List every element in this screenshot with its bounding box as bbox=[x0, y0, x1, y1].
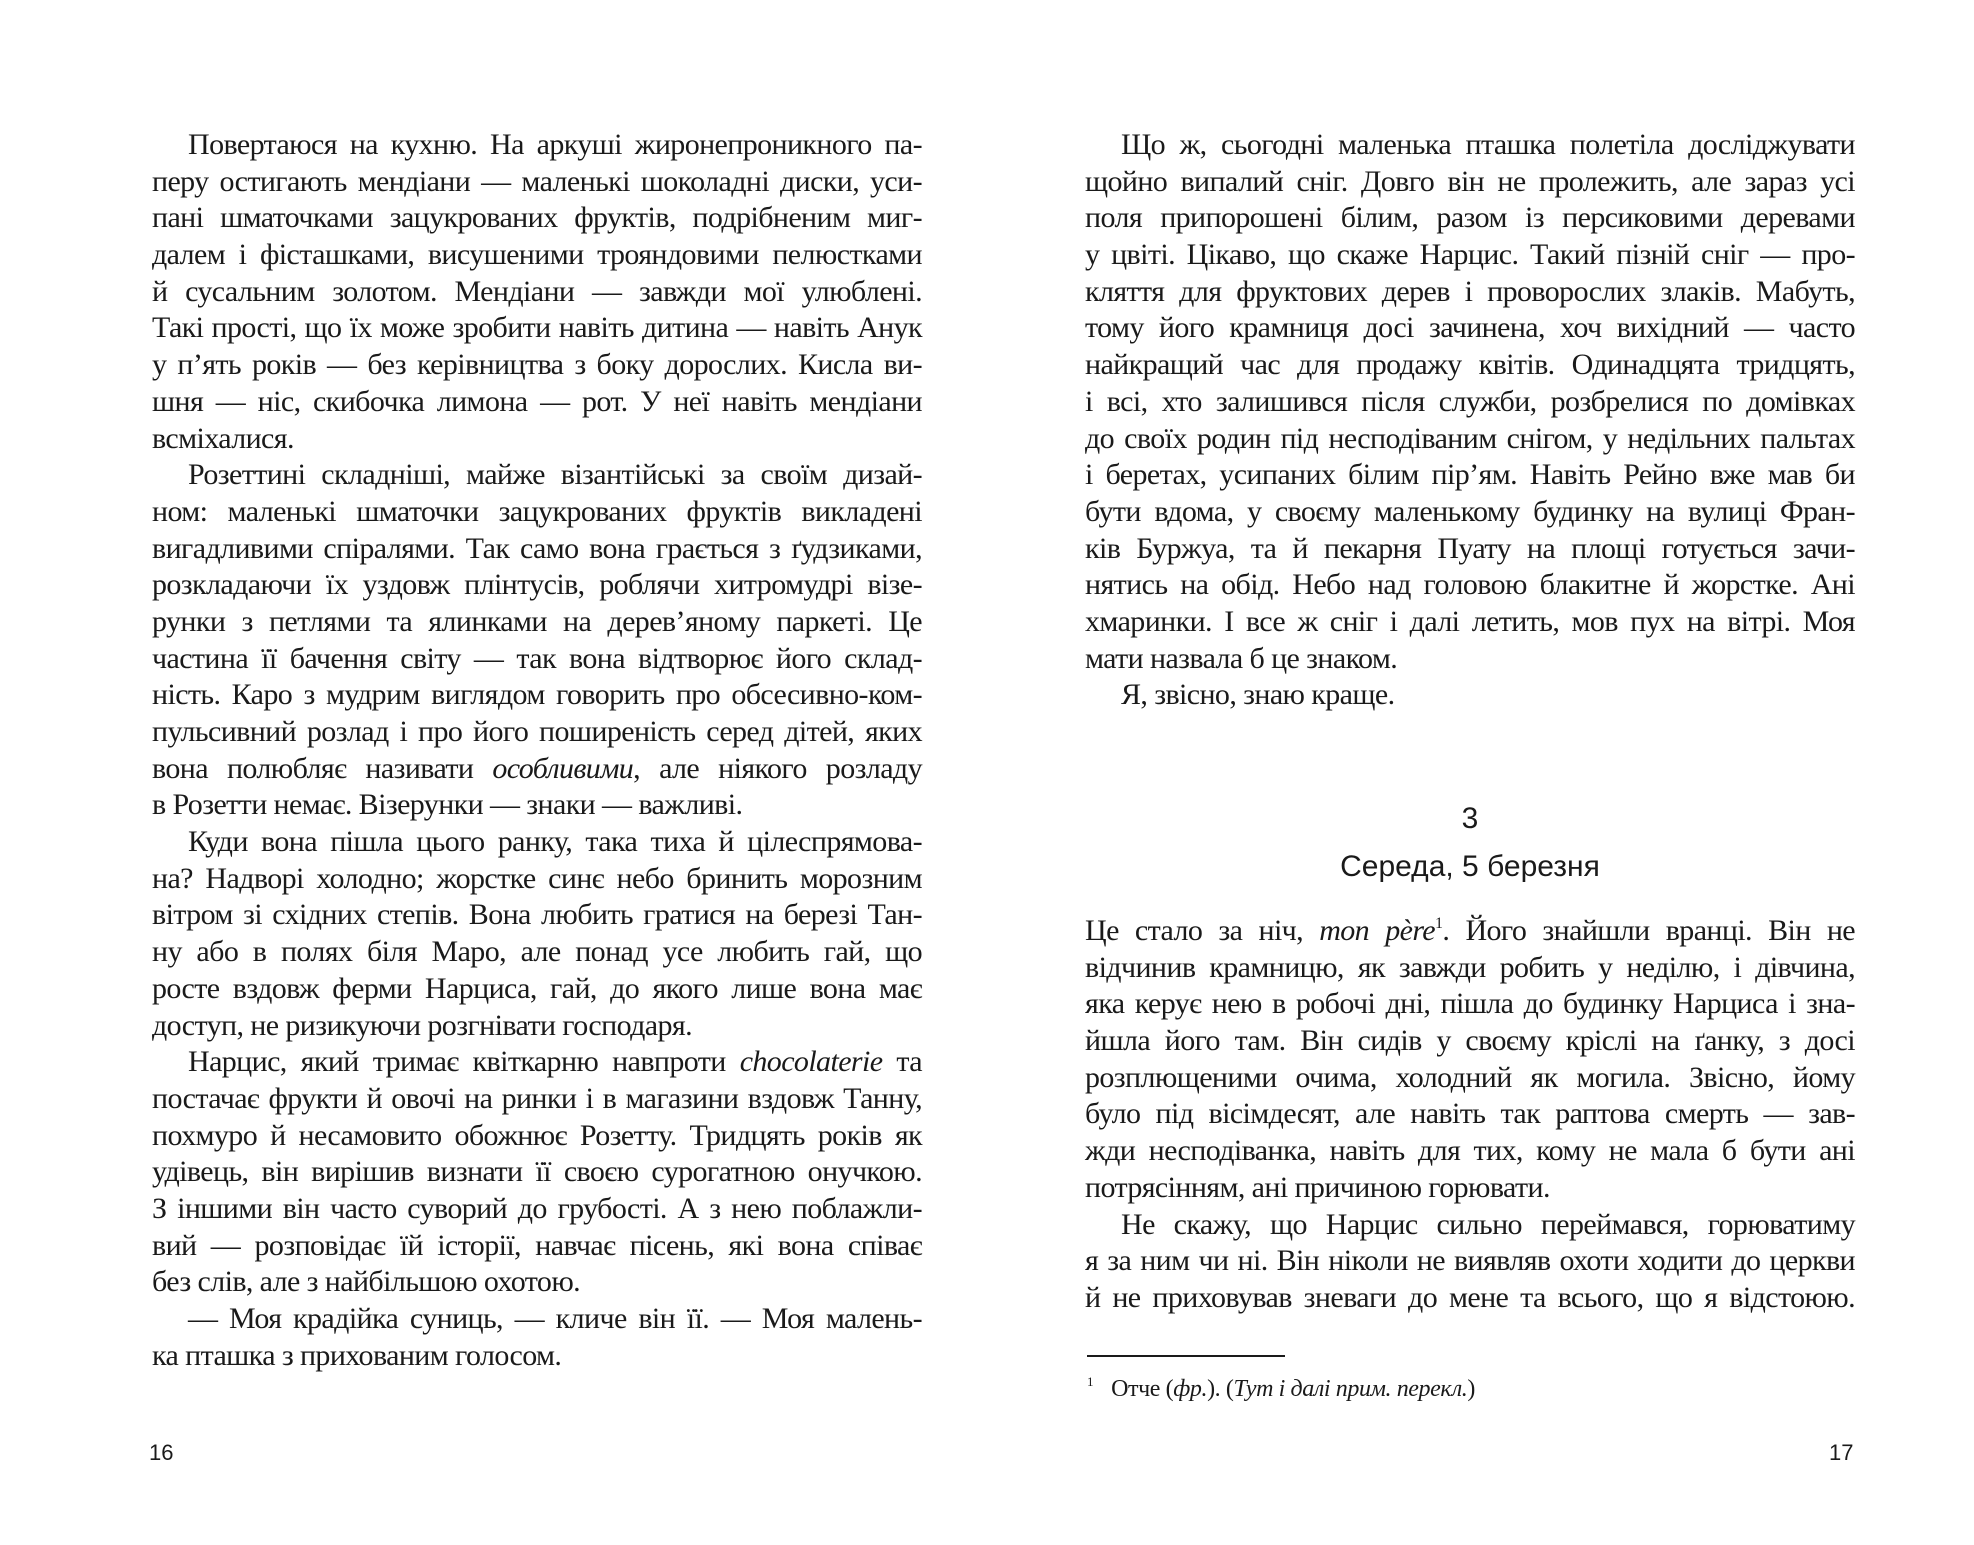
chapter-body bbox=[1085, 913, 1855, 1317]
text-line: поля припорошені білим, разом із персиковими деревами bbox=[1085, 201, 1855, 235]
text-line: розплющеними очима, холодний як могила. Звісно, йому bbox=[1085, 1060, 1855, 1094]
text-line: похмуро й несамовито обожнює Розетту. Тридцять років як bbox=[152, 1118, 922, 1152]
text-line: Це стало за ніч, mon père$^1$. Його знайшли вранці. Він не bbox=[1085, 914, 1855, 947]
text-line: всміхалися. bbox=[152, 421, 294, 455]
text-line: йшла його там. Він сидів у своєму кріслі на ґанку, з досі bbox=[1085, 1024, 1855, 1058]
footnote-reference[interactable]: 1 bbox=[1435, 915, 1443, 932]
text-line: найкращий час для продажу квітів. Одинадцята тридцять, bbox=[1085, 348, 1855, 382]
page-number: 17 bbox=[1829, 1440, 1854, 1465]
text-line: бути вдома, у своєму маленькому будинку на вулиці Фран- bbox=[1085, 494, 1855, 528]
text-line: й не приховував зневаги до мене та всього, що я відстоюю. bbox=[1085, 1280, 1855, 1314]
text-line: і беретах, усипаних білим пір’ям. Навіть Рейно вже мав би bbox=[1085, 458, 1855, 492]
text-line: кляття для фруктових дерев і проворослих злаків. Мабуть, bbox=[1085, 274, 1855, 308]
text-line: рунки з петлями та ялинками на дерев’яному паркеті. Це bbox=[152, 604, 922, 638]
text-line: Повертаюся на кухню. На аркуші жиронепроникного па- bbox=[188, 128, 922, 161]
text-line: потрясінням, ані причиною горювати. bbox=[1085, 1170, 1550, 1204]
text-line: удівець, він вирішив визнати її своєю сурогатною онучкою. bbox=[152, 1155, 922, 1189]
text-line: ну або в полях біля Маро, але понад усе любить гай, що bbox=[152, 935, 922, 969]
text-line: Такі прості, що їх може зробити навіть дитина — навіть Анук bbox=[152, 311, 922, 345]
text-line: Я, звісно, знаю краще. bbox=[1121, 678, 1395, 712]
text-line: в Розетти немає. Візерунки — знаки — важливі. bbox=[152, 788, 743, 822]
text-line: вона полюбляє називати особливими, але ніякого розладу bbox=[152, 751, 922, 785]
text-line: Нарцис, який тримає квіткарню навпроти chocolaterie та bbox=[188, 1045, 922, 1079]
text-line: далем і фісташками, висушеними трояндовими пелюстками bbox=[152, 238, 922, 272]
text-line: З іншими він часто суворий до грубості. А з нею поблажли- bbox=[152, 1191, 922, 1225]
text-line: ків Буржуа, та й пекарня Пуату на площі готується зачи- bbox=[1085, 531, 1855, 565]
text-line: ність. Каро з мудрим виглядом говорить про обсесивно-ком- bbox=[152, 678, 922, 712]
text-line: вигадливими спіралями. Так само вона грається з ґудзиками, bbox=[152, 531, 922, 565]
chapter-number: 3 bbox=[1461, 802, 1479, 835]
text-line: постачає фрукти й овочі на ринки і в магазини вздовж Танну, bbox=[152, 1081, 922, 1115]
text-line: — Моя крадійка суниць, — кличе він її. — Моя малень- bbox=[188, 1302, 922, 1335]
text-line: ка пташка з прихованим голосом. bbox=[152, 1338, 562, 1372]
footnote-end: ) bbox=[1467, 1376, 1475, 1402]
text-line: перу остигають мендіани — маленькі шоколадні диски, уси- bbox=[152, 164, 922, 198]
footnote-marker: 1 bbox=[1087, 1374, 1094, 1389]
italic-term: mon père bbox=[1319, 914, 1435, 947]
text-line: на? Надворі холодно; жорстке синє небо бринить морозним bbox=[152, 861, 922, 895]
text-line: у цвіті. Цікаво, що скаже Нарцис. Такий пізній сніг — про- bbox=[1085, 238, 1855, 272]
italic-term: chocolaterie bbox=[739, 1045, 883, 1079]
footnote-divider bbox=[1087, 1355, 1285, 1357]
text-line: було під вісімдесят, але навіть так раптова смерть — зав- bbox=[1085, 1097, 1855, 1131]
text-line: пульсивний розлад і про його поширеність серед дітей, яких bbox=[152, 715, 922, 748]
text-line: і всі, хто залишився після служби, розбрелися по домівках bbox=[1085, 384, 1855, 418]
chapter-title: Середа, 5 березня bbox=[1340, 850, 1600, 883]
footnote-sep: ). ( bbox=[1207, 1376, 1234, 1402]
italic-term: особливими bbox=[492, 751, 634, 785]
text-line: ном: маленькі шматочки зацукрованих фруктів викладені bbox=[152, 494, 922, 528]
text-line: відчинив крамницю, як завжди робить у неділю, і дівчина, bbox=[1085, 950, 1855, 984]
text-line: яка керує нею в робочі дні, пішла до будинку Нарциса і зна- bbox=[1085, 987, 1855, 1021]
text-line: й сусальним золотом. Мендіани — завжди мої улюблені. bbox=[152, 274, 922, 308]
text-line: хмаринки. І все ж сніг і далі летить, мов пух на вітрі. Моя bbox=[1085, 604, 1855, 638]
right-page-body bbox=[1085, 127, 1855, 714]
page-number: 16 bbox=[149, 1440, 174, 1465]
text-line: розкладаючи їх уздовж плінтусів, роблячи хитромудрі візе- bbox=[152, 568, 922, 602]
right-page bbox=[987, 0, 1974, 1545]
footnote bbox=[1087, 1374, 1475, 1403]
text-line: жди несподіванка, навіть для тих, кому не мала б бути ані bbox=[1085, 1134, 1855, 1168]
text-line: Що ж, сьогодні маленька пташка полетіла досліджувати bbox=[1121, 128, 1855, 161]
text-line: без слів, але з найбільшою охотою. bbox=[152, 1265, 581, 1299]
text-line: у п’ять років — без керівництва з боку дорослих. Кисла ви- bbox=[152, 348, 922, 382]
text-line: вий — розповідає їй історії, навчає пісень, які вона співає bbox=[152, 1228, 922, 1262]
text-line: Не скажу, що Нарцис сильно переймався, горюватиму bbox=[1121, 1207, 1855, 1241]
footnote-translator-note: Тут і далі прим. перекл. bbox=[1233, 1376, 1468, 1402]
text-line: частина її бачення світу — так вона відтворює його склад- bbox=[152, 641, 922, 675]
text-line: мати назвала б це знаком. bbox=[1085, 641, 1398, 675]
text-line: я за ним чи ні. Він ніколи не виявляв охоти ходити до церкви bbox=[1085, 1244, 1855, 1278]
text-line: нятись на обід. Небо над головою блакитне й жорстке. Ані bbox=[1085, 568, 1855, 602]
footnote-text: Отче ( bbox=[1111, 1376, 1174, 1402]
text-line: до своїх родин під несподіваним снігом, у недільних пальтах bbox=[1085, 421, 1855, 455]
footnote-lang: фр. bbox=[1173, 1376, 1208, 1402]
text-line: пані шматочками зацукрованих фруктів, подрібненим миг- bbox=[152, 201, 922, 235]
text-line: Розеттині складніші, майже візантійські за своїм дизай- bbox=[188, 458, 922, 492]
left-page-body bbox=[152, 127, 922, 1374]
text-line: щойно випалий сніг. Довго він не пролежить, але зараз усі bbox=[1085, 164, 1855, 198]
text-line: тому його крамниця досі зачинена, хоч вихідний — часто bbox=[1085, 311, 1855, 345]
text-line: шня — ніс, скибочка лимона — рот. У неї навіть мендіани bbox=[152, 384, 922, 418]
text-line: доступ, не ризикуючи розгнівати господаря. bbox=[152, 1008, 692, 1042]
text-line: Куди вона пішла цього ранку, така тиха й цілеспрямова- bbox=[188, 825, 922, 859]
text-line: вітром зі східних степів. Вона любить гратися на березі Тан- bbox=[152, 898, 922, 932]
text-line: росте вздовж ферми Нарциса, гай, до якого лише вона має bbox=[152, 971, 922, 1005]
